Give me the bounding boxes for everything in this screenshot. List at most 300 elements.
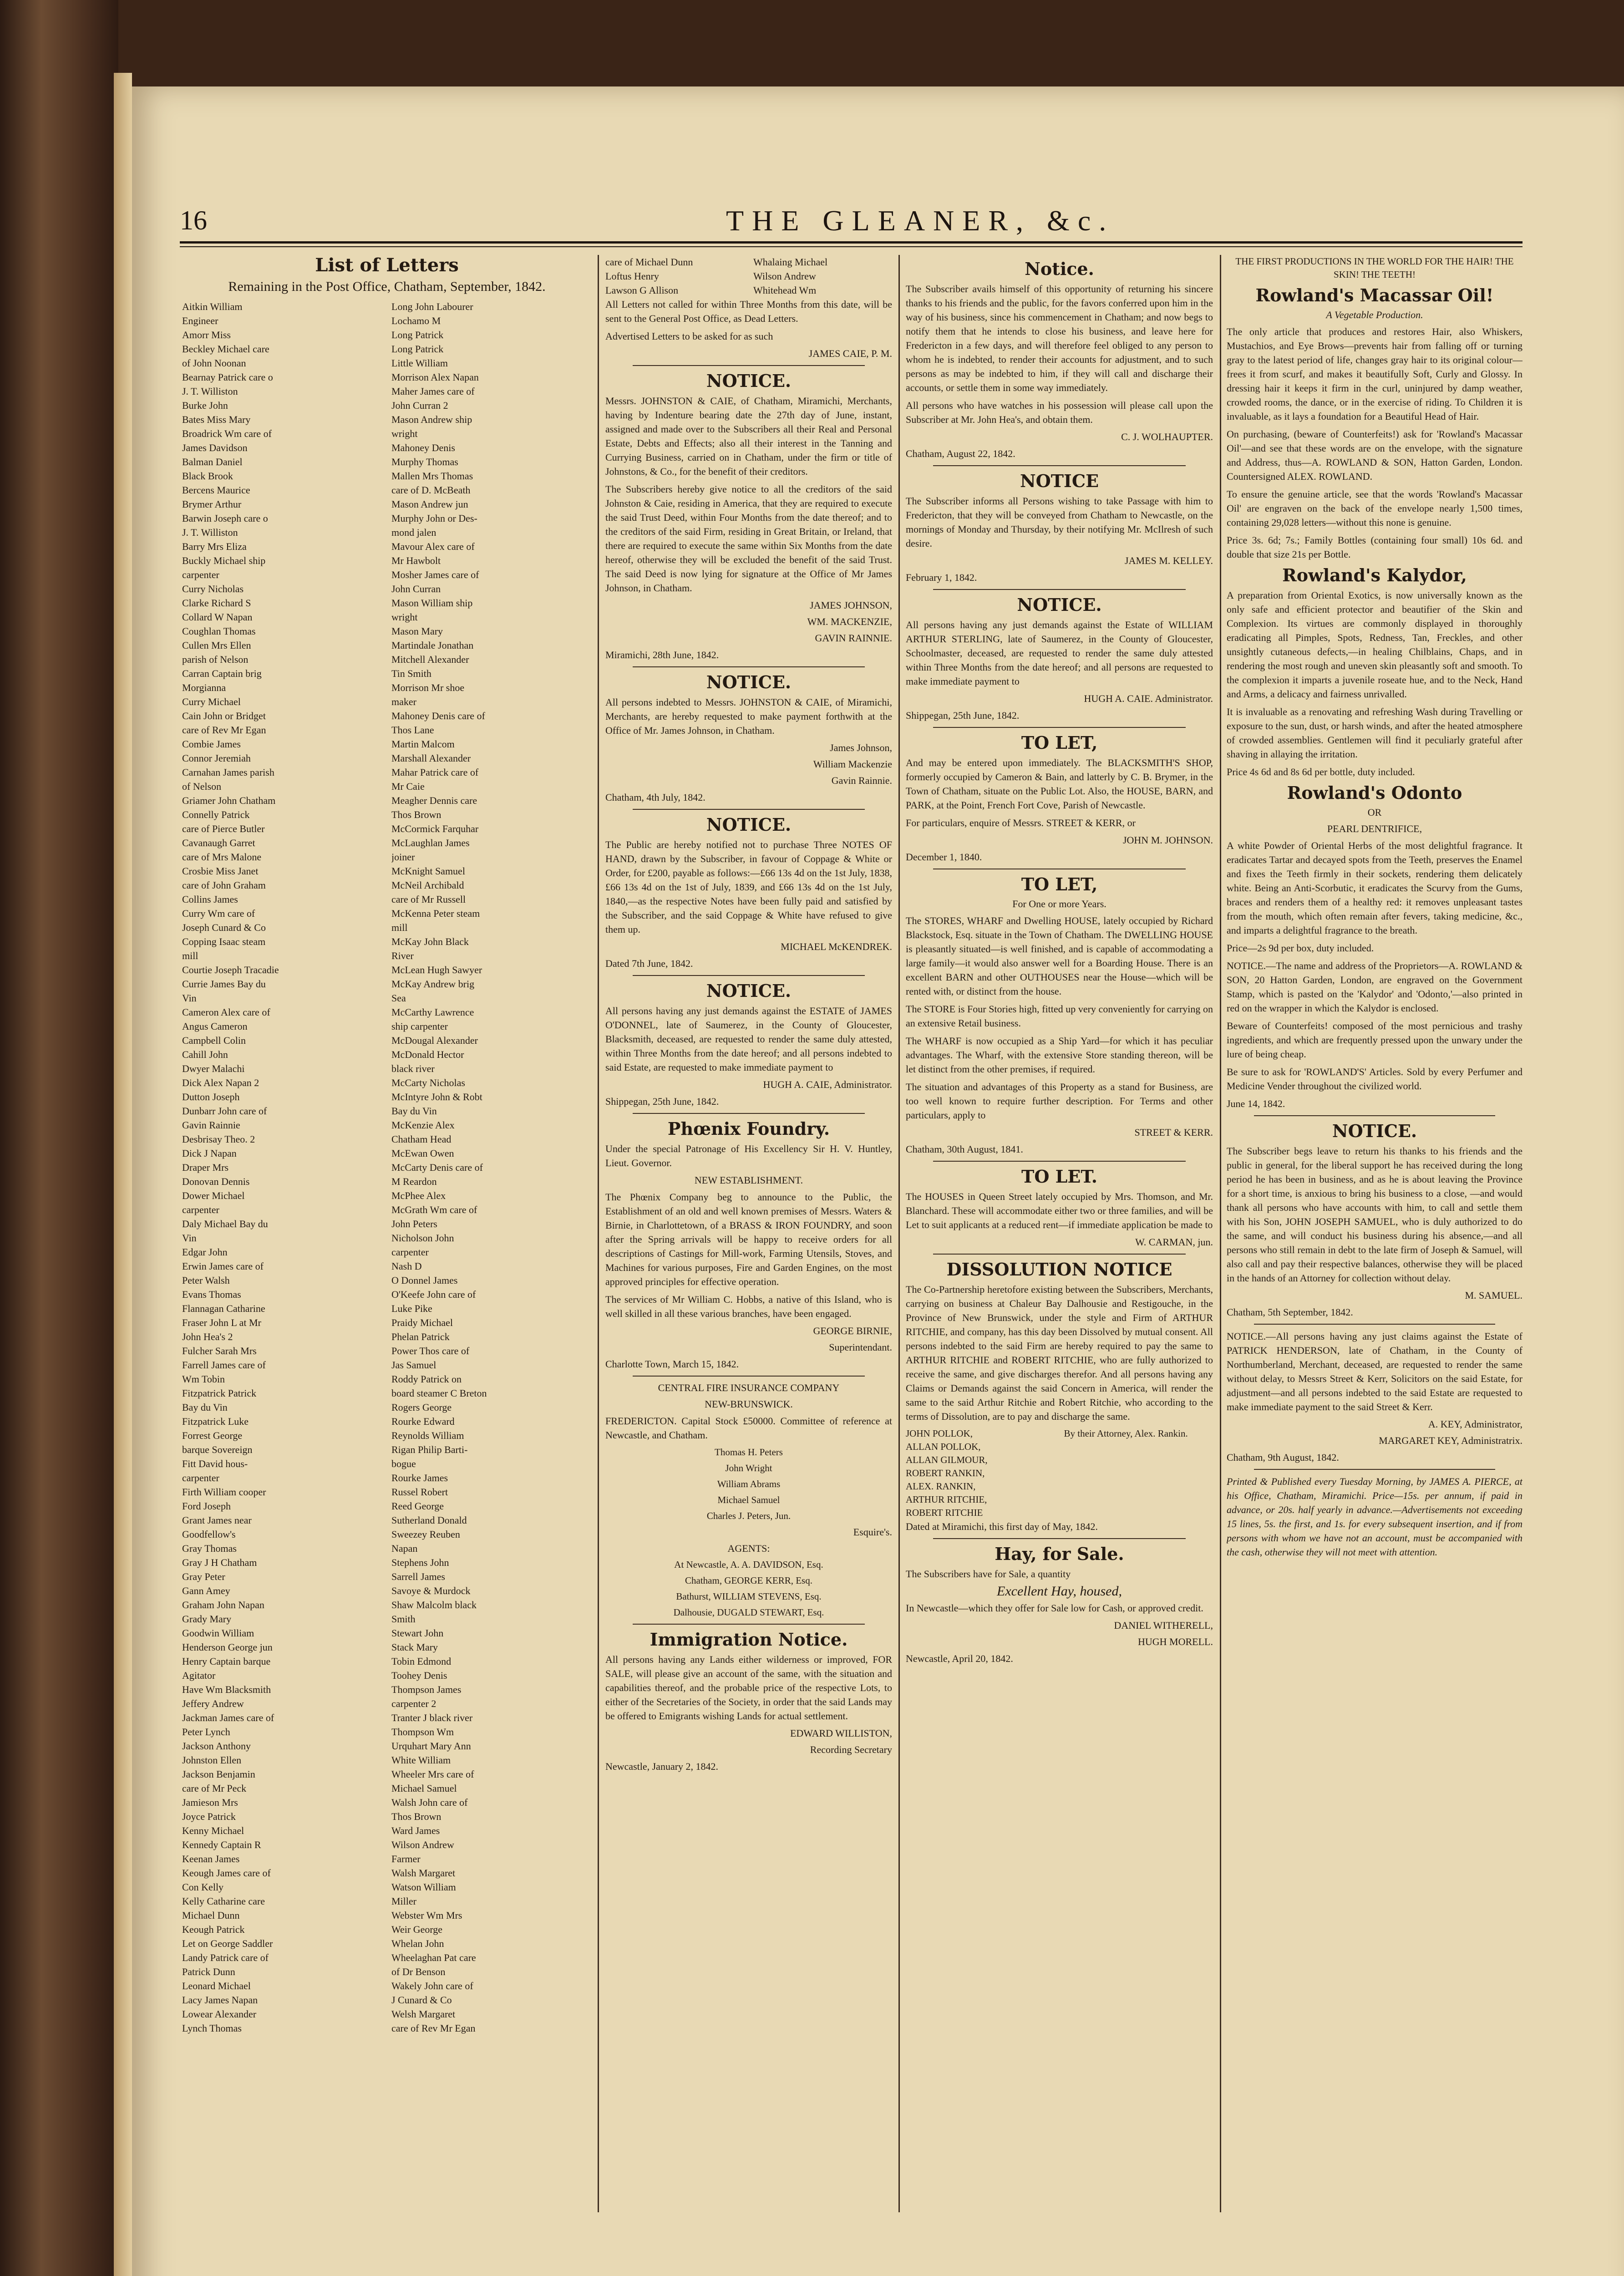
letter-entry: Morrison Mr shoe [391,682,465,693]
immigration-date: Newcastle, January 2, 1842. [605,1761,719,1772]
letter-entry: Tin Smith [391,668,431,679]
letter-entry: McCarty Denis care of [391,1162,483,1173]
signature: HUGH A. CAIE, Administrator. [763,1079,892,1090]
insurance-name: John Wright [725,1463,772,1473]
letter-entry: Whelan John [391,1938,444,1949]
letter-entry: Mahoney Denis [391,442,455,453]
letter-entry: McCormick Farquhar [391,823,479,834]
letter-entry: Urquhart Mary Ann [391,1740,471,1752]
letter-entry: Agitator [182,1670,216,1681]
signature: James Johnson, [830,742,892,753]
letter-entry: Murphy John or Des- [391,513,477,524]
letter-entry: Currie James Bay du [182,978,266,990]
letter-entry: care of John Graham [182,879,266,891]
letter-entry: John Curran [391,583,441,594]
letter-entry: Cain John or Bridget [182,710,266,721]
letter-entry: Reed George [391,1500,444,1512]
page-header [180,200,1522,241]
postmaster-signature: JAMES CAIE, P. M. [808,348,892,359]
letter-entry: Fitzpatrick Luke [182,1416,249,1427]
to-let-body: The WHARF is now occupied as a Ship Yard—for which it has peculiar advantages. The Wharf, with the extensive Store standing thereon, will be let distinct from the other premises, if required. [906,1035,1213,1075]
letter-entry: Stephens John [391,1557,449,1568]
hay-body: The Subscribers have for Sale, a quantity [906,1568,1071,1580]
letter-entry: Farrell James care of [182,1359,266,1371]
notice-body: All persons having any just demands against the Estate of WILLIAM ARTHUR STERLING, late of Saumerez, in the County of Gloucester, Schoolmaster, deceased, are requested to render the same duly attested within Three Months from the date hereof; and all persons are requested to make immediate payment to [906,619,1213,687]
letter-entry: Mr Caie [391,781,425,792]
letter-entry: Ward James [391,1825,440,1836]
dissolution-body: The Co-Partnership heretofore existing between the Subscribers, Merchants, carrying on business at Chaleur Bay Dalhousie and Restigouche, in the Province of New Brunswick, under the style and Firm of ARTHUR RITCHIE, and company, has this day been Dissolved by mutual consent. All persons indebted to the said Firm are hereby required to pay the same to ARTHUR RITCHIE and ROBERT RITCHIE, who are fully authorized to receive the same, and give discharges therefor. And all persons having any Claims or Demands against the said Concern in America, will render the same to the said Arthur Ritchie and Robert Ritchie, who according to the terms of Dissolution, are to pay and discharge the same. [906,1284,1213,1422]
letter-entry: Coughlan Thomas [182,625,256,637]
letter-entry: Barwin Joseph care o [182,513,268,524]
letter-entry: Joyce Patrick [182,1811,236,1822]
insurance-name: William Abrams [717,1478,781,1489]
letter-entry: Angus Cameron [182,1021,248,1032]
letter-entry: Cullen Mrs Ellen [182,640,251,651]
letter-entry: Brymer Arthur [182,498,242,510]
letter-entry: O'Keefe John care of [391,1289,476,1300]
letter-entry: Mahar Patrick care of [391,767,479,778]
to-let-body: And may be entered upon immediately. The BLACKSMITH'S SHOP, formerly occupied by Cameron & Bain, and latterly by C. B. Brymer, in the Town of Chatham, situate on the Public Lot. Also, the HOUSE, BARN, and PARK, at the Point, French Fort Cove, Parish of Newcastle. [906,757,1213,811]
insurance-name: Charles J. Peters, Jun. [706,1510,791,1521]
notice-body: The Public are hereby notified not to purchase Three NOTES OF HAND, drawn by the Subscriber, in favour of Coppage & White or Order, for £200, payable as follows:—£66 13s 4d on the 1st July, 1838, £66 13s 4d on the 1st of July, 1839, and £66 13s 4d on the 1st July, 1840,—as the respective Notes have been fully paid and satisfied by the Subscriber, and the said Coppage & White have refused to give them up. [605,839,892,935]
letter-entry: mill [391,922,408,933]
separator [933,1161,1186,1162]
letter-entry: Donovan Dennis [182,1176,250,1187]
letter-entry: Leonard Michael [182,1980,251,1992]
letter-entry: Murphy Thomas [391,456,458,467]
letter-entry: Con Kelly [182,1881,224,1893]
letter-entry: Goodfellow's [182,1529,236,1540]
notice-date: Miramichi, 28th June, 1842. [605,649,719,660]
odonto-date: June 14, 1842. [1227,1098,1285,1109]
dissolution-name: ALEX. RANKIN, [906,1481,976,1492]
letter-entry: Grant James near [182,1514,252,1526]
foundry-body: The services of Mr William C. Hobbs, a native of this Island, who is well skilled in all these various branches, have been engaged. [605,1294,892,1319]
letter-entry: Jackman James care of [182,1712,274,1723]
letter-entry: J Cunard & Co [391,1994,452,2006]
letter-entry: John Hea's 2 [182,1331,233,1342]
letter-entry: Cameron Alex care of [182,1006,270,1018]
dissolution-name: ALLAN POLLOK, [906,1441,981,1452]
dissolution-name: ROBERT RANKIN, [906,1468,985,1478]
dissolution-name: JOHN POLLOK, [906,1428,973,1439]
insurance-esquires: Esquire's. [853,1526,892,1538]
insurance-agent: Dalhousie, DUGALD STEWART, Esq. [673,1607,824,1618]
to-let-body: The STORES, WHARF and Dwelling HOUSE, lately occupied by Richard Blackstock, Esq. situate in the Town of Chatham. The DWELLING HOUSE is pleasantly situated—is well finished, and is capable of accommodating a large family—it would also answer well for a Boarding House. There is an excellent BARN and other OUTHOUSES near the House—which will be rented with, or distinct from the house. [906,915,1213,997]
kalydor-body: It is invaluable as a renovating and refreshing Wash during Travelling or exposure to the sun, dust, or harsh winds, and after the heated atmosphere of crowded assemblies. Gentlemen will find it peculiarly grateful after shaving in allaying the irritation. [1227,706,1522,760]
letters-left-list [182,300,382,2035]
letter-entry: carpenter [182,1204,219,1215]
letter-entry: Gann Amey [182,1585,230,1596]
letter-entry: Russel Robert [391,1486,448,1498]
henderson-notice: NOTICE.—All persons having any just claims against the Estate of PATRICK HENDERSON, late of Chatham, in the County of Northumberland, Merchant, deceased, are requested to render the same without delay, to Messrs Street & Kerr, Solicitors on the said Estate, for adjustment—and all persons indebted to the said Estate are requested to make immediate payment to the said Street & Kerr. [1227,1331,1522,1412]
kalydor-price: Price 4s 6d and 8s 6d per bottle, duty included. [1227,766,1415,777]
letter-entry: Whalaing Michael [753,256,828,268]
letter-entry: Connelly Patrick [182,809,250,820]
letter-entry: Let on George Saddler [182,1938,273,1949]
letter-entry: Daly Michael Bay du [182,1218,268,1229]
letter-entry: Webster Wm Mrs [391,1910,462,1921]
letter-entry: Collard W Napan [182,611,253,623]
letter-entry: Kenny Michael [182,1825,244,1836]
to-let-body: The HOUSES in Queen Street lately occupied by Mrs. Thomson, and Mr. Blanchard. These will accommodate either two or three families, and will be Let to suit applicants at a reduced rent—if immediate application be made to [906,1191,1213,1230]
letter-entry: Mahoney Denis care of [391,710,485,721]
signature: W. CARMAN, jun. [1135,1236,1213,1248]
separator [633,1624,865,1625]
letter-entry: Welsh Margaret [391,2008,456,2020]
letter-entry: M Reardon [391,1176,437,1187]
letter-entry: Chatham Head [391,1133,452,1145]
letter-entry: Edgar John [182,1246,228,1258]
foundry-date: Charlotte Town, March 15, 1842. [605,1358,739,1370]
header-rule [180,241,1522,244]
letter-entry: Beckley Michael care [182,343,269,355]
header-rule-thin [180,246,1522,247]
letter-entry: Carran Captain brig [182,668,262,679]
letter-entry: Erwin James care of [182,1260,264,1272]
letter-entry: Long John Labourer [391,301,473,312]
letter-entry: Peter Lynch [182,1726,230,1737]
letters-right-list [391,300,592,2035]
letter-entry: Engineer [182,315,218,326]
letter-entry: Stewart John [391,1627,444,1639]
letter-entry: Cahill John [182,1049,228,1060]
notice-title: NOTICE. [706,981,792,1001]
odonto-subtitle: PEARL DENTRIFICE, [1327,823,1422,834]
insurance-agents-heading: AGENTS: [727,1543,770,1554]
letter-entry: McDougal Alexander [391,1035,478,1046]
letter-entry: care of Mrs Malone [182,851,262,863]
letter-entry: Maher James care of [391,386,475,397]
letter-entry: Mason Andrew ship [391,414,472,425]
letter-entry: Clarke Richard S [182,597,251,609]
letter-entry: Bearnay Patrick care o [182,371,273,383]
separator [633,1113,865,1114]
insurance-name: Michael Samuel [717,1494,780,1505]
notice-title: NOTICE. [1332,1121,1417,1141]
letter-entry: McCarthy Lawrence [391,1006,474,1018]
letter-entry: care of Rev Mr Egan [182,724,266,736]
signature: William Mackenzie [813,758,892,770]
letter-entry: Thos Brown [391,809,442,820]
notice-title: NOTICE. [706,814,792,835]
notice-date: February 1, 1842. [906,572,977,583]
rowland-caption: THE FIRST PRODUCTIONS IN THE WORLD FOR THE HAIR! THE SKIN! THE TEETH! [1235,256,1514,280]
insurance-agent: At Newcastle, A. A. DAVIDSON, Esq. [674,1559,823,1570]
letter-entry: Wm Tobin [182,1373,225,1385]
letter-entry: McKnight Samuel [391,865,465,877]
odonto-or: OR [1367,807,1382,818]
letter-entry: Fitt David hous- [182,1458,248,1469]
letter-entry: Sweezey Reuben [391,1529,460,1540]
letter-entry: Loftus Henry [605,270,659,282]
letter-entry: Buckly Michael ship [182,555,266,566]
letter-entry: Mallen Mrs Thomas [391,470,473,482]
column-two [605,255,892,2217]
immigration-body: All persons having any Lands either wilderness or improved, FOR SALE, will please give an account of the same, with the situation and capabilities thereof, and the probable price of the respective Lots, to either of the Secretaries of the Society, in order that the said Lands may be offered to Emigrants wishing Lands for actual settlement. [605,1654,892,1722]
letter-entry: Vin [182,992,197,1004]
letter-entry: Forrest George [182,1430,243,1441]
letter-entry: Dunbarr John care of [182,1105,267,1117]
letter-entry: of Nelson [182,781,222,792]
letter-entry: McIntyre John & Robt [391,1091,482,1102]
letter-entry: Mosher James care of [391,569,479,580]
letter-entry: Burke John [182,400,228,411]
macassar-oil-body: On purchasing, (beware of Counterfeits!) ask for 'Rowland's Macassar Oil'—and see that these words are on the envelope, with the signature and Address, thus—A. ROWLAND & SON, Hatton Garden, London. Countersigned ALEX. ROWLAND. [1227,428,1522,482]
signature: MARGARET KEY, Administratrix. [1379,1435,1522,1446]
odonto-ask: Be sure to ask for 'ROWLAND'S' Articles. Sold by every Perfumer and Medicine Vender throughout the civilized world. [1227,1066,1522,1092]
notice-date: Shippegan, 25th June, 1842. [906,710,1020,721]
column-divider [898,255,900,2212]
letter-entry: Ford Joseph [182,1500,231,1512]
letter-entry: Lacy James Napan [182,1994,258,2006]
to-let-title: TO LET, [1021,732,1098,753]
letter-entry: Bates Miss Mary [182,414,251,425]
letter-entry: Lawson G Allison [605,284,679,296]
letter-entry: Aitkin William [182,301,243,312]
letter-entry: Thos Lane [391,724,434,736]
signature: WM. MACKENZIE, [807,616,892,627]
letter-entry: Cavanaugh Garret [182,837,255,848]
letter-entry: Jackson Anthony [182,1740,251,1752]
letter-entry: O Donnel James [391,1275,458,1286]
letters-subtitle: Remaining in the Post Office, Chatham, September, 1842. [228,279,546,294]
to-let-body: The situation and advantages of this Property as a stand for Business, are too well known to require further description. For Terms and other particulars, apply to [906,1081,1213,1121]
hay-title: Hay, for Sale. [995,1544,1124,1564]
letter-entry: Sarrell James [391,1571,445,1582]
dissolution-title: DISSOLUTION NOTICE [946,1259,1172,1280]
letter-entry: McKay Andrew brig [391,978,475,990]
letter-entry: Meagher Dennis care [391,795,477,806]
letter-entry: Long Patrick [391,329,444,340]
letter-entry: Fraser John L at Mr [182,1317,261,1328]
separator [933,465,1186,466]
signature: A. KEY, Administrator, [1428,1418,1522,1430]
insurance-body: FREDERICTON. Capital Stock £50000. Committee of reference at Newcastle, and Chatham. [605,1415,892,1441]
letter-entry: McKay John Black [391,936,469,947]
letter-entry: mond jalen [391,527,436,538]
letter-entry: Walsh John care of [391,1797,468,1808]
letter-entry: Dower Michael [182,1190,245,1201]
letters-continued-left [605,255,744,297]
letter-entry: Flannagan Catharine [182,1303,265,1314]
letter-entry: Toohey Denis [391,1670,447,1681]
letter-entry: Keough Patrick [182,1924,245,1935]
odonto-price: Price—2s 9d per box, duty included. [1227,942,1374,954]
notice-date: Chatham, August 22, 1842. [906,448,1015,459]
letter-entry: Morgianna [182,682,226,693]
book-binding [0,0,118,2276]
letter-entry: Carnahan James parish [182,767,274,778]
signature: HUGH A. CAIE. Administrator. [1084,693,1213,704]
page-number: 16 [180,205,207,235]
letter-entry: Peter Walsh [182,1275,230,1286]
letter-entry: Griamer John Chatham [182,795,276,806]
letter-entry: Morrison Alex Napan [391,371,479,383]
letter-entry: J. T. Williston [182,386,238,397]
dissolution-name: ROBERT RITCHIE [906,1507,983,1518]
letter-entry: Mason Andrew jun [391,498,468,510]
letter-entry: Vin [182,1232,197,1244]
letter-entry: Wakely John care of [391,1980,473,1992]
letter-entry: Thompson Wm [391,1726,454,1737]
letter-entry: Graham John Napan [182,1599,264,1610]
kalydor-title: Rowland's Kalydor, [1282,565,1467,585]
letter-entry: wright [391,428,418,439]
signature: JOHN M. JOHNSON. [1122,834,1213,846]
dissolution-names [906,1427,1055,1519]
letter-entry: John Curran 2 [391,400,448,411]
hay-date: Newcastle, April 20, 1842. [906,1653,1013,1664]
letter-entry: barque Sovereign [182,1444,253,1455]
letter-entry: carpenter 2 [391,1698,436,1709]
notice-date: Chatham, 4th July, 1842. [605,792,705,803]
separator [633,809,865,810]
letter-entry: parish of Nelson [182,654,249,665]
notice-body: The Subscriber avails himself of this opportunity of returning his sincere thanks to his friends and the public, for the favors conferred upon him in the way of his business, since his commencement in Chatham; and now begs to notify them that he intends to close his business, and leave here for Fredericton in a few days, and will therefore feel obliged to any person to whom he is indebted, to render their accounts for adjustment, and to such persons as may be indebted to him, if they will call and discharge their accounts, or settle them in some way immediately. [906,283,1213,393]
letter-entry: Rigan Philip Barti- [391,1444,468,1455]
insurance-name: Thomas H. Peters [715,1447,783,1458]
letter-entry: care of D. McBeath [391,484,471,496]
letter-entry: Gray Thomas [182,1543,237,1554]
odonto-title: Rowland's Odonto [1287,782,1462,803]
dissolution-signatories [906,1427,1213,1519]
letter-entry: McLaughlan James [391,837,470,848]
macassar-oil-title: Rowland's Macassar Oil! [1255,285,1494,305]
letter-entry: J. T. Williston [182,527,238,538]
insurance-agent: Chatham, GEORGE KERR, Esq. [685,1575,812,1586]
column-four [1227,255,1522,2217]
page-edge [114,73,132,2276]
letter-entry: Rourke Edward [391,1416,455,1427]
signature: GAVIN RAINNIE. [815,632,892,644]
letter-entry: Connor Jeremiah [182,752,251,764]
to-let-date: December 1, 1840. [906,851,982,863]
letter-entry: Martindale Jonathan [391,640,474,651]
letter-entry: River [391,950,414,961]
odonto-notice: NOTICE.—The name and address of the Proprietors—A. ROWLAND & SON, 20 Hatton Garden, London, are engraved on the Government Stamp, which is pasted on the 'Kalydor' and 'Odonto,'—also printed in red on the wrapper in which the Kalydor is enclosed. [1227,960,1522,1014]
letter-entry: Amorr Miss [182,329,231,340]
letter-entry: Barry Mrs Eliza [182,541,247,552]
letter-entry: wright [391,611,418,623]
letter-entry: James Davidson [182,442,248,453]
letter-entry: Jackson Benjamin [182,1768,255,1780]
letter-entry: Bay du Vin [182,1402,228,1413]
letter-entry: Dick Alex Napan 2 [182,1077,259,1088]
column-three [906,255,1213,2217]
letter-entry: Copping Isaac steam [182,936,266,947]
letter-entry: Campbell Colin [182,1035,246,1046]
to-let-body: The STORE is Four Stories high, fitted up very conveniently for carrying on an extensive Retail business. [906,1003,1213,1029]
letter-entry: McKenzie Alex [391,1119,455,1131]
letter-entry: Walsh Margaret [391,1867,456,1879]
letter-entry: Black Brook [182,470,233,482]
letter-entry: Fitzpatrick Patrick [182,1387,257,1399]
notice-title: NOTICE [1020,471,1099,491]
letter-entry: Keough James care of [182,1867,271,1879]
separator [633,666,865,667]
notice-date: Shippegan, 25th June, 1842. [605,1096,719,1107]
dissolution-name: ALLAN GILMOUR, [906,1454,988,1465]
letter-entry: Luke Pike [391,1303,432,1314]
letter-entry: John Peters [391,1218,437,1229]
to-let-title: TO LET. [1021,1166,1097,1187]
advertised-note: Advertised Letters to be asked for as such [605,330,773,342]
letter-entry: Sea [391,992,406,1004]
letter-entry: Michael Dunn [182,1910,240,1921]
letter-entry: Mitchell Alexander [391,654,469,665]
letter-entry: Rogers George [391,1402,452,1413]
letter-entry: Phelan Patrick [391,1331,450,1342]
letter-entry: care of Michael Dunn [605,256,693,268]
letter-entry: Wilson Andrew [391,1839,454,1850]
letter-entry: Shaw Malcolm black [391,1599,477,1610]
letters-continued-right [753,255,892,297]
to-let-title: TO LET, [1021,874,1098,894]
letter-entry: Nicholson John [391,1232,454,1244]
letter-entry: Johnston Ellen [182,1754,242,1766]
letter-entry: Marshall Alexander [391,752,471,764]
letter-entry: Roddy Patrick on [391,1373,462,1385]
letter-entry: black river [391,1063,435,1074]
signature: Recording Secretary [810,1744,892,1755]
letter-entry: Patrick Dunn [182,1966,235,1977]
letter-entry: McCarty Nicholas [391,1077,465,1088]
separator [633,975,865,976]
column-divider [1220,255,1221,2212]
letter-entry: Balman Daniel [182,456,243,467]
letter-entry: Henderson George jun [182,1641,273,1653]
signature: EDWARD WILLISTON, [790,1727,892,1739]
odonto-beware: Beware of Counterfeits! composed of the most pernicious and trashy ingredients, and which are frequently pressed upon the unwary under the lure of being cheap. [1227,1020,1522,1060]
letter-entry: bogue [391,1458,416,1469]
macassar-oil-subtitle: A Vegetable Production. [1326,309,1423,320]
letter-entry: Gray J H Chatham [182,1557,257,1568]
letters-continued [605,255,892,297]
signature: STREET & KERR. [1134,1127,1213,1138]
letter-entry: maker [391,696,416,707]
letter-entry: Jas Samuel [391,1359,436,1371]
letter-entry: McPhee Alex [391,1190,446,1201]
letter-entry: Rourke James [391,1472,448,1483]
letter-entry: Curry Nicholas [182,583,244,594]
letter-entry: Sutherland Donald [391,1514,467,1526]
letter-entry: Bay du Vin [391,1105,437,1117]
separator [933,727,1186,728]
letter-entry: Grady Mary [182,1613,232,1625]
newspaper-title: THE GLEANER, &c. [726,204,1115,237]
separator [1254,1324,1495,1325]
letter-entry: Farmer [391,1853,421,1864]
letter-entry: Gray Peter [182,1571,225,1582]
letter-entry: Watson William [391,1881,456,1893]
letter-entry: joiner [391,851,415,863]
notice-body: The Subscribers hereby give notice to all the creditors of the said Johnston & Caie, residing in America, that they are required to execute the said Trust Deed, within Four Months from the date thereof; and to the creditors of the said Firm, residing in Great Britain, or Ireland, that there are required to execute the same within Six Months from the date hereof, otherwise they will be excluded the benefit of the said Trust. The said Deed is now lying for signature at the Office of Mr James Johnson, in Chatham. [605,483,892,594]
dissolution-name: ARTHUR RITCHIE, [906,1494,987,1505]
column-letters-list [182,255,592,2217]
signature: Superintendant. [829,1341,892,1353]
letter-entry: Thompson James [391,1684,462,1695]
letter-entry: Desbrisay Theo. 2 [182,1133,255,1145]
letter-entry: Collins James [182,894,238,905]
foundry-title: Phœnix Foundry. [667,1118,830,1139]
letter-entry: Jamieson Mrs [182,1797,238,1808]
letter-entry: board steamer C Breton [391,1387,487,1399]
separator [933,589,1186,590]
letter-entry: of John Noonan [182,357,246,369]
signature: Gavin Rainnie. [831,775,892,786]
notice-body: The Subscriber informs all Persons wishing to take Passage with him to Fredericton, that they will be conveyed from Chatham to Newcastle, on the mornings of Monday and Thursday, by their notifying Mr. McIlresh of such desire. [906,495,1213,549]
